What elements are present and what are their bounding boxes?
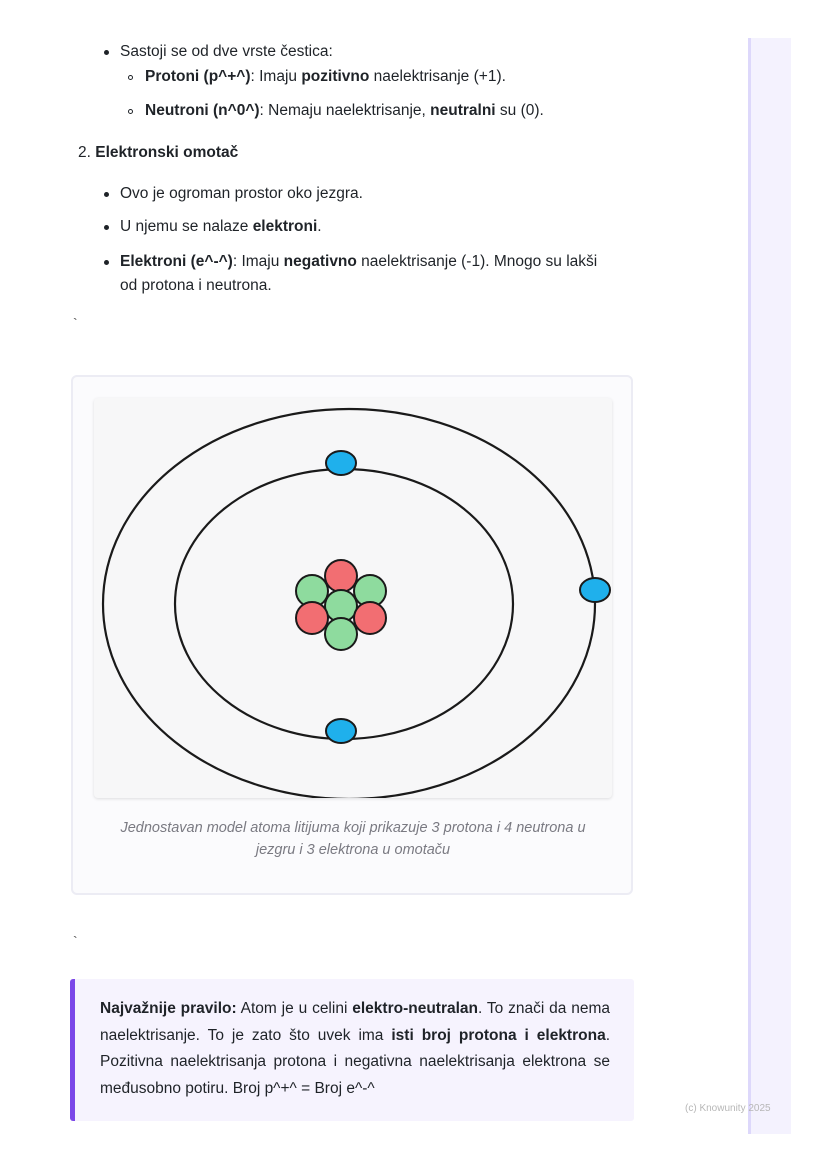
- text: .: [317, 218, 322, 235]
- text: naelektrisanje (-1). Mnogo su lakši: [356, 253, 598, 270]
- bold-word: neutralni: [430, 102, 496, 119]
- neutron-particle: [325, 618, 357, 650]
- text: . Pozitivna naelektrisanja protona i negativna naelektrisanja elektrona se međusobno potiru. Broj p^+^ = Broj e^-^: [100, 1026, 610, 1097]
- list-item: [120, 182, 363, 206]
- list-item-text: Ovo je ogroman prostor oko jezgra.: [120, 185, 363, 202]
- list-item: [120, 250, 597, 274]
- section-number: 2.: [78, 144, 91, 161]
- electron-particle: [580, 578, 610, 602]
- right-margin-strip: [748, 38, 791, 1134]
- bold-word: elektro-neutralan: [352, 1000, 478, 1017]
- list-item: [120, 215, 322, 239]
- stray-backtick: `: [73, 933, 78, 949]
- text: : Imaju: [232, 253, 284, 270]
- text: : Nemaju naelektrisanje,: [259, 102, 431, 119]
- bold-word: elektroni: [252, 218, 318, 235]
- bullet-dot: [104, 225, 109, 230]
- bold-word: negativno: [283, 253, 357, 270]
- figure-caption: [93, 817, 613, 861]
- text: . To znači da nema naelektrisanje. To je zato što uvek ima: [100, 1000, 610, 1044]
- callout-text: [100, 996, 610, 1102]
- bullet-dot: [104, 50, 109, 55]
- term-protons: Protoni (p^+^): [145, 68, 251, 85]
- sublist-item-neutrons: [145, 99, 544, 123]
- atom-illustration: [94, 398, 612, 798]
- proton-particle: [296, 602, 328, 634]
- term-electrons: Elektroni (e^-^): [120, 253, 233, 270]
- text: : Imaju: [250, 68, 302, 85]
- caption-line: jezgru i 3 elektrona u omotaču: [255, 842, 451, 858]
- bold-word: pozitivno: [301, 68, 370, 85]
- proton-particle: [354, 602, 386, 634]
- term-neutrons: Neutroni (n^0^): [145, 102, 260, 119]
- stray-backtick: `: [73, 315, 78, 331]
- sublist-item-protons: [145, 65, 506, 89]
- text: U njemu se nalaze: [120, 218, 253, 235]
- bold-word: isti broj protona i elektrona: [391, 1026, 606, 1044]
- text: Atom je u celini: [236, 1000, 353, 1017]
- text: od protona i neutrona.: [120, 277, 272, 294]
- text: su (0).: [495, 102, 544, 119]
- proton-particle: [325, 560, 357, 592]
- electron-particle: [326, 719, 356, 743]
- sub-bullet-circle: [128, 109, 133, 114]
- list-item: [120, 40, 333, 64]
- sub-bullet-circle: [128, 75, 133, 80]
- callout-label: Najvažnije pravilo:: [100, 1000, 237, 1017]
- rule-callout: [70, 979, 634, 1121]
- list-item-text: Sastoji se od dve vrste čestica:: [120, 43, 333, 60]
- text: naelektrisanje (+1).: [369, 68, 506, 85]
- caption-line: Jednostavan model atoma litijuma koji prikazuje 3 protona i 4 neutrona u: [120, 820, 586, 836]
- section-heading: [78, 141, 238, 165]
- section-title: Elektronski omotač: [95, 144, 239, 161]
- electron-particle: [326, 451, 356, 475]
- list-item-continuation: [120, 274, 272, 298]
- bullet-dot: [104, 260, 109, 265]
- atom-diagram: [94, 398, 612, 798]
- copyright-text: (c) Knowunity 2025: [685, 1103, 771, 1114]
- bullet-dot: [104, 192, 109, 197]
- figure-card: [71, 375, 633, 895]
